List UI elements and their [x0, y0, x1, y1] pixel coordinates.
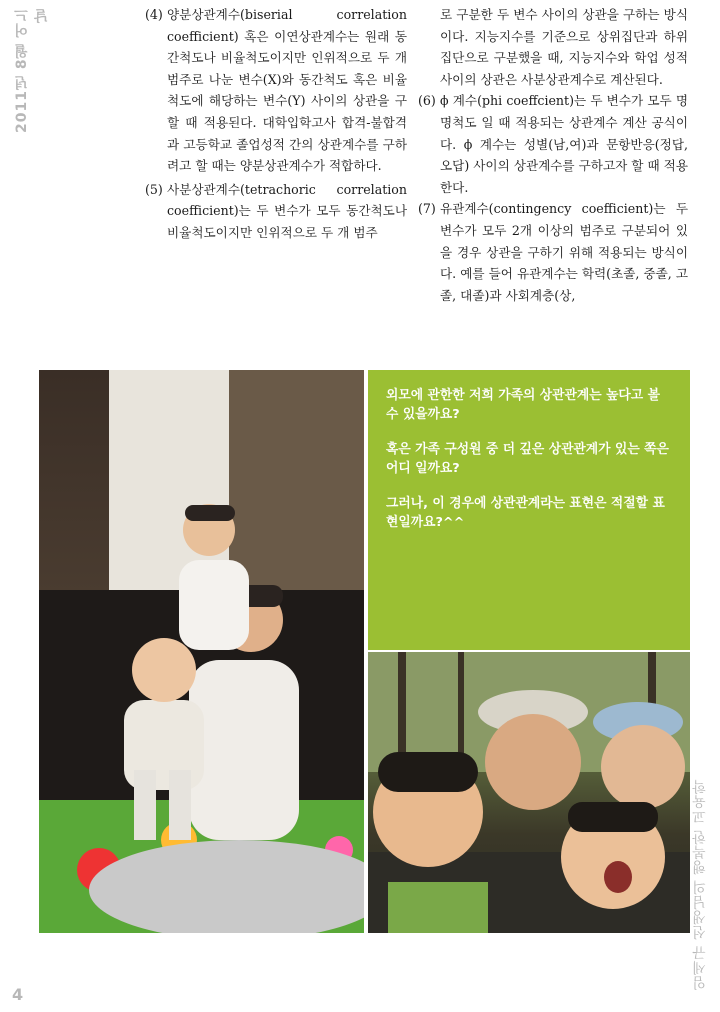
- left-text-column: [145, 4, 407, 244]
- item-text: ϕ 계수(phi coeffcient)는 두 변수가 모두 명명척도 일 때 적용되는 상관계수 계산 공식이다. ϕ 계수는 성별(남,여)과 문항반응(정답, 오답) 사이의 상관계수를 구하고자 할 때 적용한다.: [440, 93, 688, 195]
- item-number: (7): [418, 201, 436, 217]
- item-text: 유관계수(contingency coefficient)는 두 변수가 모두 2개 이상의 범주로 구분되어 있을 경우 상관을 구하기 위해 적용되는 방식이다. 예를 들어 유관계수는 학력(초졸, 중졸, 고졸, 대졸)과 사회계층(상,: [440, 201, 688, 303]
- series-side-label: 임세규 선생님의 행복한 교육학: [692, 778, 708, 990]
- right-text-column: [418, 4, 688, 306]
- issue-date-side-label: 2011년 8월 어느날: [14, 8, 50, 134]
- caption-question-2: 혹은 가족 구성원 중 더 깊은 상관관계가 있는 쪽은 어디 일까요?: [386, 442, 669, 476]
- item-tetrachoric: [145, 179, 407, 244]
- family-indoor-illustration: [39, 370, 364, 933]
- item-biserial: [145, 4, 407, 177]
- page-number: 4: [12, 985, 24, 1004]
- caption-box: [368, 370, 690, 650]
- caption-question-1: 외모에 관한한 저희 가족의 상관관계는 높다고 볼수 있을까요?: [386, 388, 660, 422]
- item-text: 사분상관계수(tetrachoric correlation coefficient)는 두 변수가 모두 동간척도나 비율척도이지만 인위적으로 두 개 범주: [167, 181, 407, 240]
- item-number: (4): [145, 7, 163, 22]
- family-outdoor-photo: [368, 652, 690, 933]
- item-phi: [418, 90, 688, 198]
- item-number: (6): [418, 93, 436, 109]
- item-text: 양분상관계수(biserial correlation coefficient) 혹은 이연상관계수는 원래 동간척도나 비율척도이지만 인위적으로 두 개 범주로 나눈 변수(X)와 동간척도 혹은 비율척도에 해당하는 변수(Y) 사이의 상관을 구할 때 적용된다. 대학입학고사 합격-불합격과 고등학교 졸업성적 간의 상관계수를 구하려고 할 때는 양분상관계수가 적합하다.: [167, 7, 407, 174]
- caption-question-3: 그러나, 이 경우에 상관관계라는 표현은 적절할 표현일까요?^^: [386, 496, 665, 530]
- item-contingency: [418, 198, 688, 306]
- family-indoor-photo: [39, 370, 364, 933]
- continued-text: 로 구분한 두 변수 사이의 상관을 구하는 방식이다. 지능지수를 기준으로 상위집단과 하위집단으로 구분했을 때, 지능지수와 학업 성적 사이의 상관은 사분상관계수로 계산된다.: [440, 7, 688, 87]
- family-outdoor-illustration: [368, 652, 690, 933]
- item-number: (5): [145, 181, 163, 197]
